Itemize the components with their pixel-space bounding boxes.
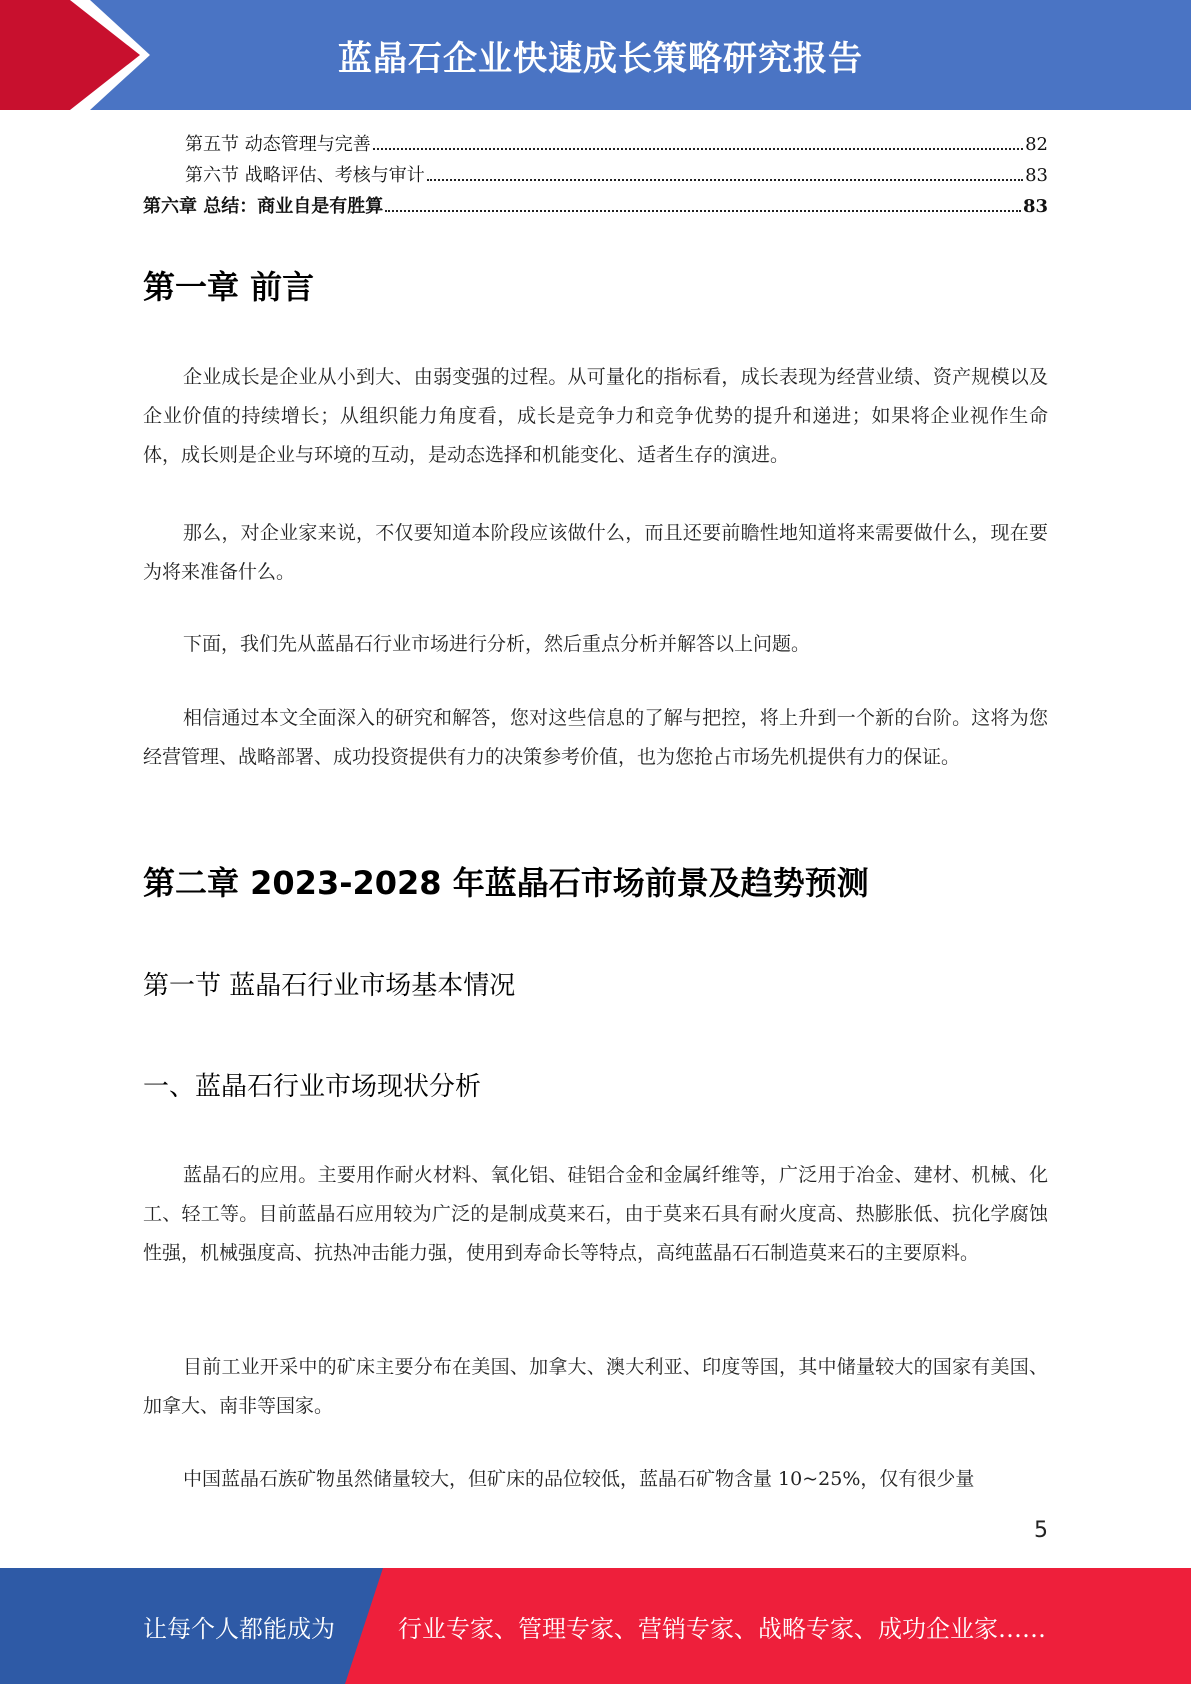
toc-leader-dots <box>373 148 1023 150</box>
toc-item-label: 第五节 动态管理与完善 <box>185 134 371 155</box>
toc-item[interactable] <box>143 161 1048 192</box>
chapter-1-paragraph: 企业成长是企业从小到大、由弱变强的过程。从可量化的指标看，成长表现为经营业绩、资产规模以及企业价值的持续增长；从组织能力角度看，成长是竞争力和竞争优势的提升和递进；如果将企业视作生命体，成长则是企业与环境的互动，是动态选择和机能变化、适者生存的演进。 <box>143 366 1048 466</box>
chapter-1-paragraph: 那么，对企业家来说，不仅要知道本阶段应该做什么，而且还要前瞻性地知道将来需要做什么，现在要为将来准备什么。 <box>143 522 1048 583</box>
chapter-1-paragraph: 相信通过本文全面深入的研究和解答，您对这些信息的了解与把控，将上升到一个新的台阶。这将为您经营管理、战略部署、成功投资提供有力的决策参考价值，也为您抢占市场先机提供有力的保证。 <box>143 707 1048 768</box>
toc-item-label: 第六章 总结：商业自是有胜算 <box>143 196 384 217</box>
section-heading: 第一节 蓝晶石行业市场基本情况 <box>143 971 516 1001</box>
page-number: 5 <box>1034 1518 1048 1543</box>
toc-item[interactable] <box>143 192 1048 223</box>
table-of-contents <box>143 130 1048 223</box>
page-footer <box>0 1568 1191 1684</box>
toc-item[interactable] <box>143 130 1048 161</box>
chapter-2-paragraph: 中国蓝晶石族矿物虽然储量较大，但矿床的品位较低，蓝晶石矿物含量 10~25%，仅有很少量 <box>183 1468 975 1490</box>
chapter-1-heading: 第一章 前言 <box>143 268 315 306</box>
toc-item-page: 82 <box>1025 134 1048 155</box>
chapter-2-paragraph: 蓝晶石的应用。主要用作耐火材料、氧化铝、硅铝合金和金属纤维等，广泛用于冶金、建材、机械、化工、轻工等。目前蓝晶石应用较为广泛的是制成莫来石，由于莫来石具有耐火度高、热膨胀低、抗化学腐蚀性强，机械强度高、抗热冲击能力强，使用到寿命长等特点，高纯蓝晶石石制造莫来石的主要原料。 <box>143 1164 1048 1264</box>
footer-slogan-right: 行业专家、管理专家、营销专家、战略专家、成功企业家…… <box>398 1614 1046 1643</box>
page-header <box>0 0 1191 110</box>
toc-item-label: 第六节 战略评估、考核与审计 <box>185 165 425 186</box>
subsection-heading: 一、蓝晶石行业市场现状分析 <box>143 1072 482 1102</box>
chapter-2-heading: 第二章 2023-2028 年蓝晶石市场前景及趋势预测 <box>143 864 869 902</box>
report-title: 蓝晶石企业快速成长策略研究报告 <box>338 38 863 79</box>
toc-item-page: 83 <box>1025 165 1048 186</box>
toc-leader-dots <box>427 179 1023 181</box>
toc-item-page: 83 <box>1022 196 1048 217</box>
chapter-1-paragraph: 下面，我们先从蓝晶石行业市场进行分析，然后重点分析并解答以上问题。 <box>183 633 811 655</box>
footer-slogan-left: 让每个人都能成为 <box>143 1614 335 1643</box>
toc-leader-dots <box>385 210 1021 212</box>
chapter-2-paragraph: 目前工业开采中的矿床主要分布在美国、加拿大、澳大利亚、印度等国，其中储量较大的国家有美国、加拿大、南非等国家。 <box>143 1356 1048 1417</box>
